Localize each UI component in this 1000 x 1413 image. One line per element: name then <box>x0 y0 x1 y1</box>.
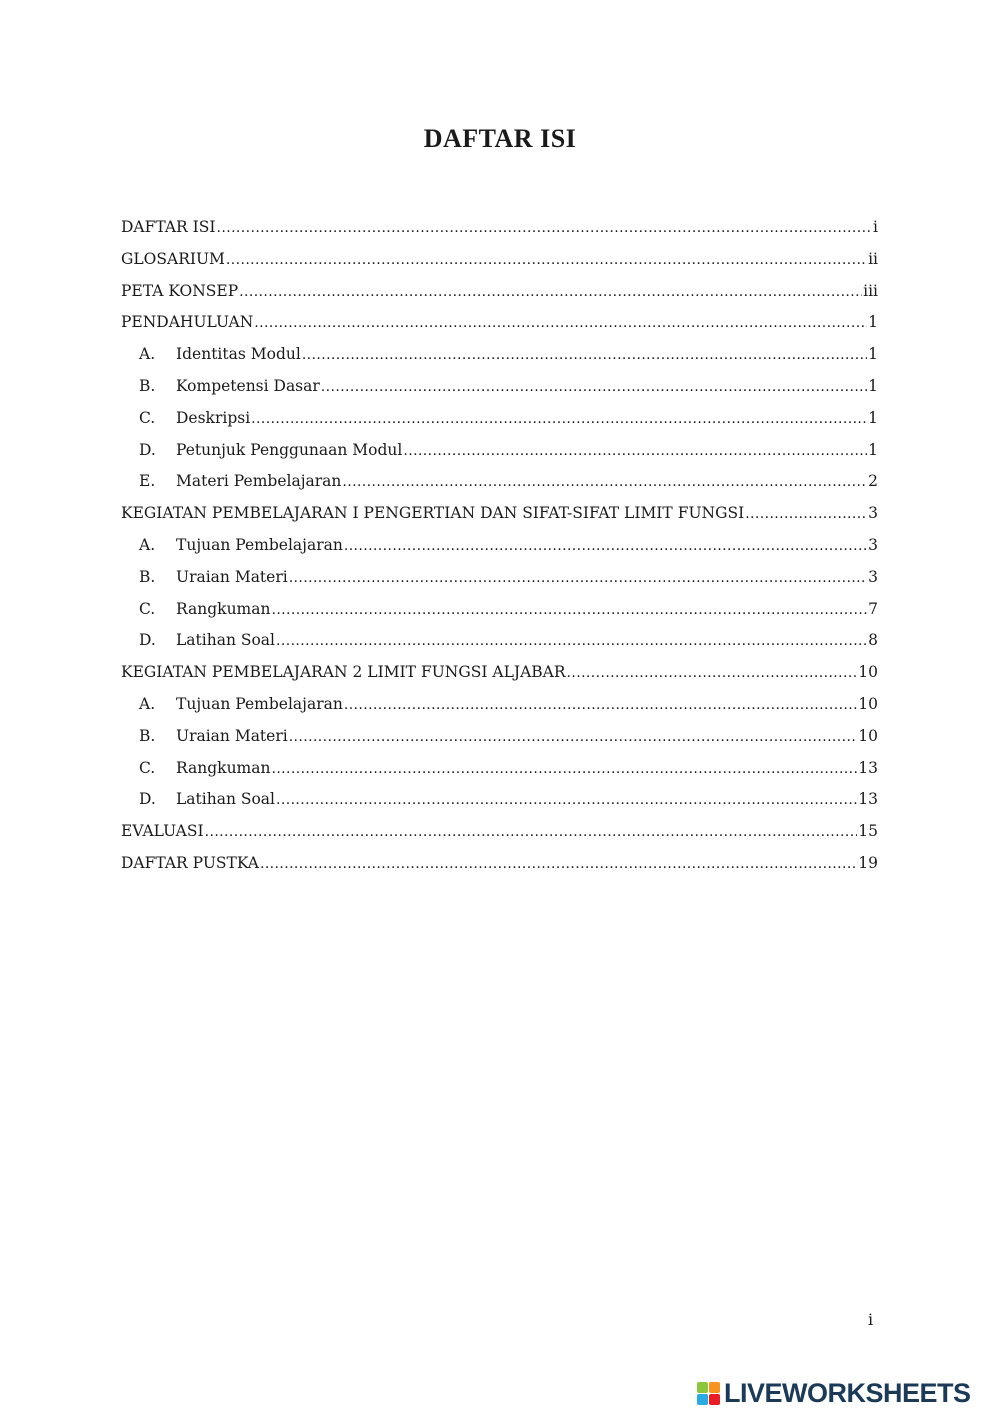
toc-entry-label: GLOSARIUM <box>121 249 225 268</box>
toc-entry-label: Latihan Soal <box>176 631 276 650</box>
dot-leader <box>289 563 867 595</box>
toc-entry[interactable] <box>121 435 878 467</box>
toc-entry-letter: D. <box>139 440 156 459</box>
toc-entry-page: 3 <box>868 535 878 554</box>
toc-entry-page: 3 <box>868 567 878 586</box>
toc-entry-page: 13 <box>858 790 878 809</box>
toc-entry[interactable] <box>121 594 878 626</box>
toc-entry-page: 1 <box>868 345 878 364</box>
toc-entry[interactable] <box>121 212 878 244</box>
toc-entry-page: 7 <box>868 599 878 618</box>
toc-entry[interactable] <box>121 753 878 785</box>
toc-entry-label: DAFTAR PUSTKA <box>121 853 259 872</box>
dot-leader <box>276 785 857 817</box>
toc-entry[interactable] <box>121 689 878 721</box>
toc-entry-label: Petunjuk Penggunaan Modul <box>176 440 403 459</box>
dot-leader <box>260 849 857 881</box>
toc-entry[interactable] <box>121 657 878 689</box>
toc-entry-label: Uraian Materi <box>176 567 288 586</box>
footer-page-number: i <box>868 1310 874 1329</box>
dot-leader <box>403 436 867 468</box>
dot-leader <box>342 467 867 499</box>
liveworksheets-watermark <box>697 1378 971 1409</box>
logo-square-4 <box>709 1394 720 1405</box>
toc-entry-letter: A. <box>139 535 156 554</box>
toc-entry-page: 8 <box>868 631 878 650</box>
toc-entry-page: 10 <box>858 663 878 682</box>
toc-entry-page: 2 <box>868 472 878 491</box>
dot-leader <box>344 690 857 722</box>
toc-entry-label: PENDAHULUAN <box>121 313 254 332</box>
toc-entry[interactable] <box>121 244 878 276</box>
toc-entry[interactable] <box>121 371 878 403</box>
toc-entry-letter: A. <box>139 345 156 364</box>
toc-entry-letter: B. <box>139 567 156 586</box>
dot-leader <box>271 754 857 786</box>
toc-entry[interactable] <box>121 721 878 753</box>
dot-leader <box>217 213 873 245</box>
dot-leader <box>344 531 867 563</box>
toc-entry-label: Rangkuman <box>176 758 271 777</box>
toc-entry-label: DAFTAR ISI <box>121 218 216 236</box>
toc-entry-label: Materi Pembelajaran <box>176 472 342 491</box>
watermark-text: LIVEWORKSHEETS <box>724 1378 971 1408</box>
logo-square-2 <box>709 1382 720 1393</box>
toc-entry-label: Tujuan Pembelajaran <box>176 694 343 713</box>
toc-entry-page: ii <box>868 249 878 268</box>
toc-entry-label: Tujuan Pembelajaran <box>176 535 343 554</box>
dot-leader <box>239 277 862 309</box>
toc-entry-page: 19 <box>858 853 878 872</box>
toc-entry-page: 3 <box>868 504 878 523</box>
dot-leader <box>205 817 858 849</box>
toc-entry[interactable] <box>121 307 878 339</box>
logo-square-3 <box>697 1394 708 1405</box>
toc-entry-page: iii <box>863 281 878 300</box>
toc-entry[interactable] <box>121 339 878 371</box>
toc-entry-label: Latihan Soal <box>176 790 276 809</box>
toc-entry-letter: D. <box>139 790 156 809</box>
toc-entry-page: 1 <box>868 440 878 459</box>
toc-entry-label: KEGIATAN PEMBELAJARAN I PENGERTIAN DAN SIFAT-SIFAT LIMIT FUNGSI <box>121 504 745 523</box>
toc-entry[interactable] <box>121 816 878 848</box>
toc-entry-label: EVALUASI <box>121 822 204 841</box>
toc-entry-page: 10 <box>858 726 878 745</box>
toc-entry-page: 1 <box>868 313 878 332</box>
toc-entry-letter: C. <box>139 408 156 427</box>
toc-entry[interactable] <box>121 784 878 816</box>
toc-entry[interactable] <box>121 530 878 562</box>
toc-entry-label: Uraian Materi <box>176 726 288 745</box>
dot-leader <box>745 499 867 531</box>
toc-entry-letter: E. <box>139 472 156 491</box>
dot-leader <box>302 340 867 372</box>
toc-entry-page: 10 <box>858 694 878 713</box>
toc-entry-label: Kompetensi Dasar <box>176 376 320 395</box>
toc-entry[interactable] <box>121 625 878 657</box>
dot-leader <box>289 722 858 754</box>
toc-entry-label: Identitas Modul <box>176 345 301 364</box>
toc-entry-page: 1 <box>868 408 878 427</box>
toc-entry-letter: A. <box>139 694 156 713</box>
logo-square-1 <box>697 1382 708 1393</box>
dot-leader <box>254 308 867 340</box>
toc-entry-letter: C. <box>139 758 156 777</box>
table-of-contents <box>121 212 878 880</box>
toc-entry-letter: C. <box>139 599 156 618</box>
toc-entry-label: Deskripsi <box>176 408 251 427</box>
dot-leader <box>321 372 867 404</box>
dot-leader <box>251 404 867 436</box>
dot-leader <box>226 245 867 277</box>
dot-leader <box>271 595 867 627</box>
toc-entry-page: 1 <box>868 376 878 395</box>
toc-entry[interactable] <box>121 562 878 594</box>
page-title: DAFTAR ISI <box>423 124 577 153</box>
toc-entry-page: 15 <box>858 822 878 841</box>
toc-entry-label: KEGIATAN PEMBELAJARAN 2 LIMIT FUNGSI ALJABAR <box>121 663 566 682</box>
dot-leader <box>567 658 858 690</box>
dot-leader <box>276 626 867 658</box>
toc-entry[interactable] <box>121 498 878 530</box>
liveworksheets-logo-icon <box>697 1382 720 1405</box>
toc-entry[interactable] <box>121 276 878 308</box>
toc-entry[interactable] <box>121 403 878 435</box>
toc-entry-letter: B. <box>139 376 156 395</box>
toc-entry[interactable] <box>121 848 878 880</box>
toc-entry-page: 13 <box>858 758 878 777</box>
toc-entry-page: i <box>873 218 878 236</box>
toc-entry-label: Rangkuman <box>176 599 271 618</box>
toc-entry-label: PETA KONSEP <box>121 281 239 300</box>
toc-entry-letter: B. <box>139 726 156 745</box>
toc-entry[interactable] <box>121 466 878 498</box>
toc-entry-letter: D. <box>139 631 156 650</box>
